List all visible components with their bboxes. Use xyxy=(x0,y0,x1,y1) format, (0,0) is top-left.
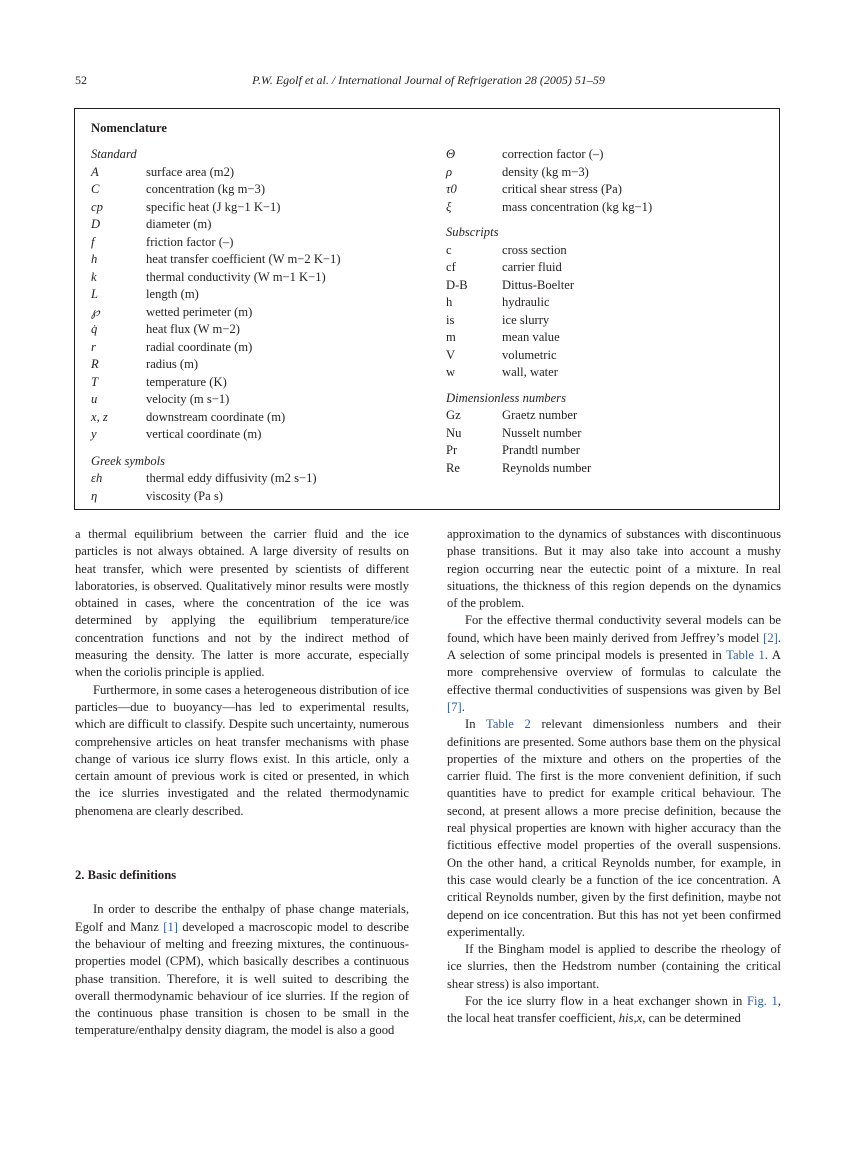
nomenclature-row xyxy=(91,304,341,322)
nomenclature-box xyxy=(74,108,780,510)
nomenclature-description: heat transfer coefficient (W m−2 K−1) xyxy=(146,252,341,266)
nomenclature-row xyxy=(446,259,652,277)
nomenclature-row xyxy=(446,199,652,217)
nomenclature-symbol: c xyxy=(446,242,452,257)
nomenclature-row xyxy=(91,391,341,409)
nomenclature-row xyxy=(91,321,341,339)
nomenclature-symbol: Pr xyxy=(446,443,458,457)
nomenclature-row xyxy=(446,242,652,260)
nomenclature-symbol: y xyxy=(91,427,97,441)
standard-heading: Standard xyxy=(91,147,137,161)
nomenclature-row xyxy=(446,181,652,199)
page-number: 52 xyxy=(75,73,87,87)
nomenclature-description: heat flux (W m−2) xyxy=(146,322,240,336)
paragraph: For the ice slurry flow in a heat exchanger shown in Fig. 1, the local heat transfer coefficient, his,x, can be determined xyxy=(447,994,781,1026)
nomenclature-row xyxy=(91,199,341,217)
nomenclature-row xyxy=(91,216,341,234)
nomenclature-symbol: R xyxy=(91,357,99,371)
nomenclature-symbol: τ0 xyxy=(446,182,457,196)
paragraph: If the Bingham model is applied to describe the rheology of ice slurries, then the Hedstrom number (containing the critical shear stress) is also important. xyxy=(447,942,781,991)
nomenclature-symbol: m xyxy=(446,330,456,344)
greek-heading: Greek symbols xyxy=(91,453,166,468)
nomenclature-description: specific heat (J kg−1 K−1) xyxy=(146,199,281,214)
nomenclature-row xyxy=(446,329,652,347)
nomenclature-description: Nusselt number xyxy=(502,425,582,440)
nomenclature-symbol: f xyxy=(91,234,95,249)
nomenclature-description: mass concentration (kg kg−1) xyxy=(502,199,653,214)
nomenclature-description: friction factor (–) xyxy=(146,234,234,249)
nomenclature-symbol: h xyxy=(91,252,98,266)
nomenclature-description: temperature (K) xyxy=(146,374,227,389)
nomenclature-row xyxy=(91,374,341,392)
greek-list-left xyxy=(91,470,341,505)
nomenclature-description: critical shear stress (Pa) xyxy=(502,182,622,196)
nomenclature-description: volumetric xyxy=(502,347,557,362)
nomenclature-row xyxy=(91,356,341,374)
nomenclature-description: wall, water xyxy=(502,365,558,379)
table-link[interactable]: Table 2 xyxy=(486,717,531,732)
nomenclature-symbol: is xyxy=(446,312,455,327)
nomenclature-row xyxy=(446,312,652,330)
paragraph: For the effective thermal conductivity several models can be found, which have been mainly derived from Jeffrey’s model [2]. A selection of some principal models is presented in Table 1. A more comprehensive overview of formulas to calculate the effective thermal conductivities of suspensions was given by Bel [7]. xyxy=(447,613,781,714)
nomenclature-left-column xyxy=(91,146,341,505)
nomenclature-description: hydraulic xyxy=(502,295,550,309)
nomenclature-description: thermal eddy diffusivity (m2 s−1) xyxy=(146,471,317,485)
nomenclature-symbol: Re xyxy=(446,460,460,475)
paragraph: In order to describe the enthalpy of phase change materials, Egolf and Manz [1] developed a macroscopic model to describe the behaviour of melting and freezing mixtures, the continuous-properties model (CPM), which basically describes a continuous phase transition. Therefore, it is well suited to describing the overall thermodynamic behaviour of ice slurries. If the region of the continuous phase transition is chosen to be small in the temperature/enthalpy density diagram, the model is also a good xyxy=(75,902,409,1038)
nomenclature-description: Dittus-Boelter xyxy=(502,277,575,292)
nomenclature-symbol: C xyxy=(91,182,100,196)
nomenclature-description: surface area (m2) xyxy=(146,164,235,179)
nomenclature-description: Graetz number xyxy=(502,408,578,422)
nomenclature-symbol: A xyxy=(91,164,99,179)
nomenclature-symbol: εh xyxy=(91,471,103,485)
nomenclature-symbol: D xyxy=(91,217,101,231)
subscripts-list xyxy=(446,242,652,382)
standard-list xyxy=(91,164,341,444)
nomenclature-symbol: u xyxy=(91,392,98,406)
nomenclature-description: correction factor (–) xyxy=(502,147,604,161)
paragraph: approximation to the dynamics of substances with discontinuous phase transitions. But it may also take into account a mushy region occurring near the eutectic point of a mixture. In real situations, the thickness of this region depends on the dynamics of the problem. xyxy=(447,527,781,611)
nomenclature-row xyxy=(446,425,652,443)
nomenclature-row xyxy=(446,442,652,460)
nomenclature-row xyxy=(446,294,652,312)
subscripts-heading: Subscripts xyxy=(446,225,499,239)
nomenclature-row xyxy=(91,409,341,427)
nomenclature-row xyxy=(446,460,652,478)
nomenclature-symbol: η xyxy=(91,488,98,503)
nomenclature-symbol: w xyxy=(446,365,456,379)
nomenclature-description: Prandtl number xyxy=(502,443,580,457)
section-title: 2. Basic definitions xyxy=(75,868,177,883)
nomenclature-row xyxy=(446,407,652,425)
nomenclature-description: concentration (kg m−3) xyxy=(146,182,266,196)
nomenclature-description: radial coordinate (m) xyxy=(146,339,253,354)
nomenclature-row xyxy=(91,251,341,269)
nomenclature-symbol: Nu xyxy=(446,425,462,440)
nomenclature-symbol: V xyxy=(446,347,456,362)
nomenclature-row xyxy=(91,470,341,488)
table-link[interactable]: Table 1 xyxy=(726,648,765,663)
nomenclature-symbol: ρ xyxy=(446,164,453,179)
running-title: P.W. Egolf et al. / International Journal of Refrigeration 28 (2005) 51–59 xyxy=(252,73,605,87)
math-symbol: his,x xyxy=(618,1011,643,1026)
nomenclature-symbol: r xyxy=(91,339,96,354)
nomenclature-row xyxy=(91,339,341,357)
nomenclature-row xyxy=(446,164,652,182)
greek-list-right xyxy=(446,146,652,216)
reference-link[interactable]: [2] xyxy=(763,630,778,645)
paragraph: In Table 2 relevant dimensionless numbers and their definitions are presented. Some authors base them on the physical properties of the mixture and others on the properties of the carrier fluid. The first is the more convenient definition, if such quantities have to predict for example critical behaviour. The second, at present allows a more precise definition, because the real physical properties are known with higher accuracy than the fictitious effective model properties of the overall suspensions. On the other hand, a critical Reynolds number, for example, in this case would clearly be a function of the ice concentration. A critical Reynolds number, given by the first definition, maybe not depend on ice concentration. But this has not yet been confirmed experimentally. xyxy=(447,717,781,939)
nomenclature-symbol: L xyxy=(91,287,99,301)
paragraph: a thermal equilibrium between the carrier fluid and the ice particles is not always obtained. A large diversity of results on heat transfer, which were presented by scientists of different laboratories, is observed. Qualitatively minor results were mostly obtained in cases, where the concentration of the ice was determined by applying the equilibrium temperature/ice concentration functions and not by the indirect method of measuring the density. The latter is more accurate, especially when the coriolis principle is applied. xyxy=(75,527,409,680)
dimensionless-heading: Dimensionless numbers xyxy=(446,390,566,405)
nomenclature-row xyxy=(91,426,341,444)
nomenclature-description: viscosity (Pa s) xyxy=(146,488,223,503)
nomenclature-row xyxy=(91,269,341,287)
nomenclature-symbol: q̇ xyxy=(91,322,98,336)
nomenclature-symbol: Θ xyxy=(446,147,456,161)
reference-link[interactable]: [7] xyxy=(447,699,462,714)
nomenclature-description: radius (m) xyxy=(146,357,199,371)
nomenclature-description: Reynolds number xyxy=(502,460,592,475)
nomenclature-row xyxy=(91,181,341,199)
nomenclature-description: carrier fluid xyxy=(502,260,562,274)
nomenclature-symbol: h xyxy=(446,295,453,309)
paragraph: Furthermore, in some cases a heterogeneous distribution of ice particles—due to buoyancy—has led to experimental results, which are difficult to classify. Despite such uncertainty, numerous comprehensive articles on heat transfer mechanisms with phase change of various ice slurry flows exist. In this article, only a certain amount of previous work is cited or presented, in which the ice slurries investigated and the related thermodynamic phenomena are clearly described. xyxy=(75,682,409,818)
nomenclature-description: vertical coordinate (m) xyxy=(146,427,262,441)
nomenclature-symbol: ℘ xyxy=(91,304,100,319)
reference-link[interactable]: [1] xyxy=(163,919,178,934)
nomenclature-symbol: Gz xyxy=(446,408,461,422)
nomenclature-right-column xyxy=(446,146,652,477)
nomenclature-row xyxy=(91,286,341,304)
nomenclature-description: density (kg m−3) xyxy=(502,164,589,179)
nomenclature-row xyxy=(446,146,652,164)
nomenclature-symbol: D-B xyxy=(446,277,468,292)
nomenclature-symbol: ξ xyxy=(446,199,452,214)
figure-link[interactable]: Fig. 1 xyxy=(746,994,778,1009)
nomenclature-row xyxy=(91,164,341,182)
nomenclature-description: thermal conductivity (W m−1 K−1) xyxy=(146,269,326,284)
nomenclature-symbol: x, z xyxy=(91,409,108,424)
right-text-column xyxy=(447,526,781,1028)
page-header xyxy=(75,73,782,91)
dimensionless-list xyxy=(446,407,652,477)
nomenclature-description: diameter (m) xyxy=(146,217,212,231)
nomenclature-row xyxy=(91,234,341,252)
nomenclature-description: wetted perimeter (m) xyxy=(146,304,253,319)
nomenclature-symbol: T xyxy=(91,374,99,389)
nomenclature-description: downstream coordinate (m) xyxy=(146,409,286,424)
nomenclature-description: mean value xyxy=(502,330,560,344)
nomenclature-symbol: cf xyxy=(446,260,456,274)
nomenclature-row xyxy=(446,347,652,365)
nomenclature-row xyxy=(446,364,652,382)
nomenclature-description: velocity (m s−1) xyxy=(146,392,230,406)
nomenclature-description: cross section xyxy=(502,242,567,257)
nomenclature-title: Nomenclature xyxy=(91,121,168,135)
nomenclature-description: length (m) xyxy=(146,287,199,301)
nomenclature-symbol: cp xyxy=(91,199,103,214)
nomenclature-row xyxy=(446,277,652,295)
nomenclature-row xyxy=(91,488,341,506)
nomenclature-symbol: k xyxy=(91,269,97,284)
left-text-column xyxy=(75,526,409,1040)
nomenclature-description: ice slurry xyxy=(502,312,550,327)
